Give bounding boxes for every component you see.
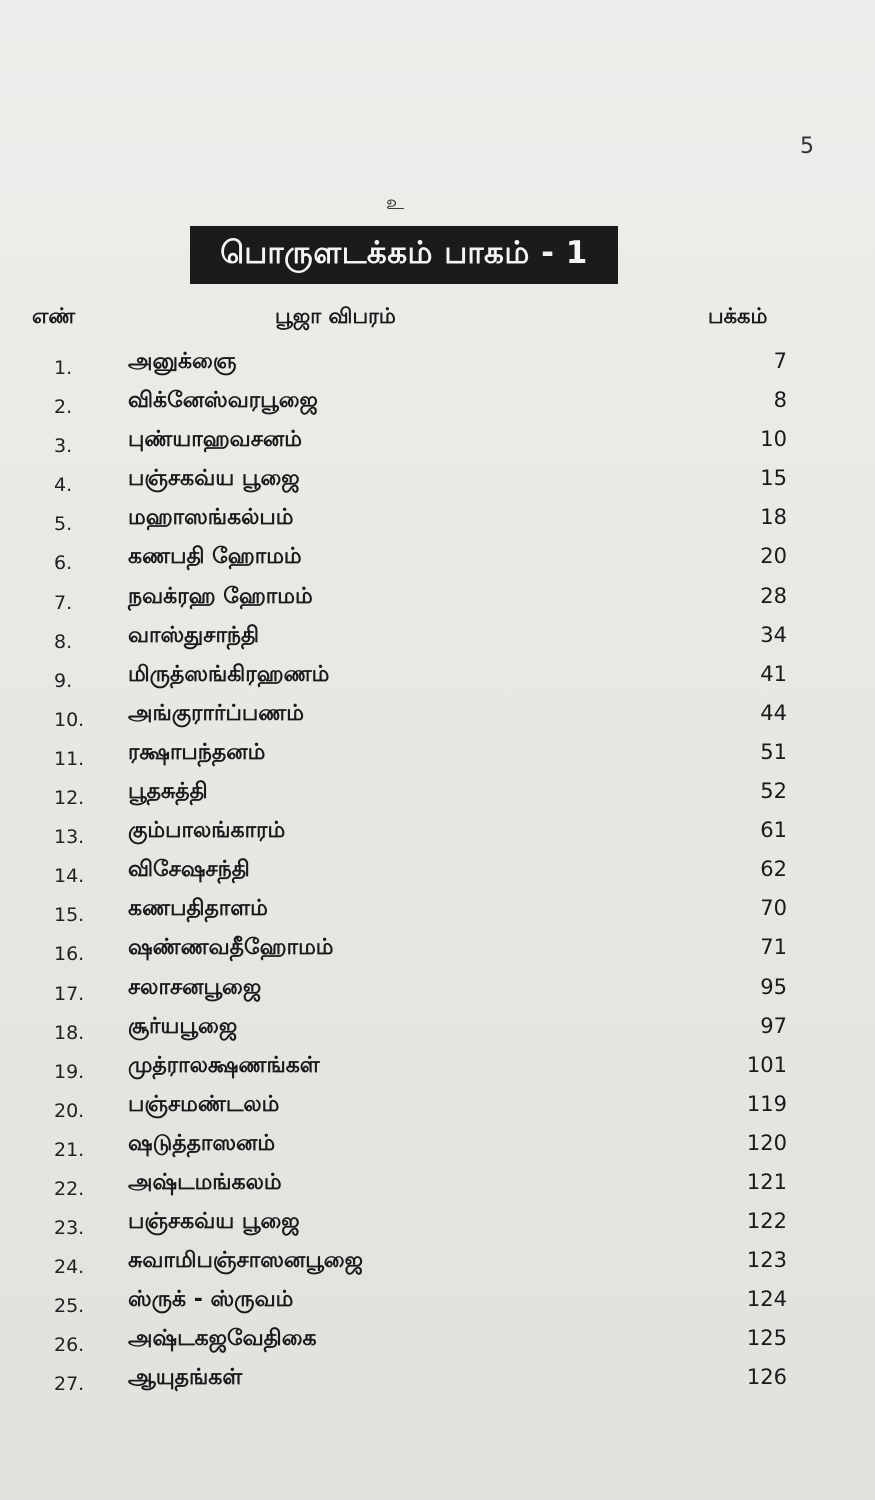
contents-title: பொருளடக்கம் பாகம் - 1: [190, 226, 618, 284]
item-number: 7.: [54, 591, 73, 614]
item-number: 15.: [54, 904, 85, 927]
item-page: 28: [760, 583, 787, 608]
item-page: 121: [746, 1169, 787, 1194]
item-page: 41: [760, 661, 787, 686]
item-name: விக்னேஸ்வரபூஜை: [128, 388, 318, 414]
list-item: [0, 656, 875, 695]
list-item: [0, 929, 875, 968]
item-name: முத்ராலக்ஷணங்கள்: [128, 1052, 320, 1078]
list-item: [0, 1164, 875, 1203]
list-item: [0, 695, 875, 734]
item-name: கணபதி ஹோமம்: [128, 544, 302, 570]
item-number: 16.: [54, 943, 85, 966]
item-page: 10: [760, 427, 787, 452]
item-number: 4.: [54, 474, 73, 497]
item-number: 18.: [54, 1021, 85, 1044]
item-name: சுவாமிபஞ்சாஸனபூஜை: [128, 1248, 363, 1274]
item-name: ஸ்ருக் - ஸ்ருவம்: [128, 1287, 294, 1313]
list-item: [0, 499, 875, 538]
page-number: 5: [800, 134, 814, 159]
item-number: 23.: [54, 1217, 85, 1240]
contents-list: [0, 343, 875, 1399]
item-number: 10.: [54, 708, 85, 731]
list-item: [0, 1281, 875, 1320]
item-page: 122: [746, 1209, 787, 1234]
item-page: 8: [773, 388, 787, 413]
header-page: பக்கம்: [708, 304, 768, 328]
item-number: 8.: [54, 630, 73, 653]
list-item: [0, 734, 875, 773]
item-page: 51: [760, 739, 787, 764]
item-name: அஷ்டகஜவேதிகை: [128, 1326, 317, 1352]
list-item: [0, 382, 875, 421]
list-item: [0, 421, 875, 460]
list-item: [0, 773, 875, 812]
item-number: 2.: [54, 396, 73, 419]
item-number: 24.: [54, 1256, 85, 1279]
item-name: கும்பாலங்காரம்: [128, 818, 286, 844]
item-name: வாஸ்துசாந்தி: [128, 622, 260, 648]
item-page: 7: [773, 349, 787, 373]
item-page: 61: [760, 818, 787, 843]
item-number: 9.: [54, 669, 73, 692]
list-item: [0, 851, 875, 890]
item-name: பூதசுத்தி: [128, 779, 208, 805]
item-page: 20: [760, 544, 787, 569]
list-item: [0, 1047, 875, 1086]
list-item: [0, 343, 875, 382]
list-item: [0, 1320, 875, 1359]
list-item: [0, 1008, 875, 1047]
item-page: 126: [746, 1365, 787, 1390]
item-number: 22.: [54, 1177, 85, 1200]
item-number: 5.: [54, 513, 73, 536]
item-name: நவக்ரஹ ஹோமம்: [128, 583, 313, 609]
item-number: 13.: [54, 826, 85, 849]
header-name: பூஜா விபரம்: [275, 304, 396, 328]
list-item: [0, 617, 875, 656]
item-page: 15: [760, 466, 787, 491]
list-item: [0, 538, 875, 577]
item-name: பஞ்சகவ்ய பூஜை: [128, 466, 300, 492]
item-name: விசேஷசந்தி: [128, 857, 250, 883]
item-page: 62: [760, 857, 787, 882]
item-number: 20.: [54, 1099, 85, 1122]
item-number: 12.: [54, 787, 85, 810]
item-page: 44: [760, 700, 787, 725]
item-number: 26.: [54, 1334, 85, 1357]
item-page: 71: [760, 935, 787, 960]
item-number: 25.: [54, 1295, 85, 1318]
list-item: [0, 1125, 875, 1164]
list-item: [0, 578, 875, 617]
item-number: 3.: [54, 435, 73, 458]
list-item: [0, 1242, 875, 1281]
item-number: 11.: [54, 747, 85, 770]
item-name: பஞ்சமண்டலம்: [128, 1091, 280, 1117]
list-item: [0, 890, 875, 929]
item-page: 18: [760, 505, 787, 530]
item-name: ஆயுதங்கள்: [128, 1365, 243, 1391]
list-item: [0, 1359, 875, 1398]
item-name: ரக்ஷாபந்தனம்: [128, 739, 266, 765]
item-number: 21.: [54, 1138, 85, 1161]
item-number: 19.: [54, 1060, 85, 1083]
item-name: சூர்யபூஜை: [128, 1013, 238, 1039]
item-page: 34: [760, 622, 787, 647]
tamil-numeral: உ: [386, 190, 405, 214]
item-number: 1.: [54, 357, 73, 379]
item-page: 120: [746, 1130, 787, 1155]
item-name: அங்குரார்ப்பணம்: [128, 700, 304, 726]
item-page: 124: [746, 1287, 787, 1312]
item-page: 70: [760, 896, 787, 921]
item-name: அனுக்ஞை: [128, 349, 237, 374]
list-item: [0, 1203, 875, 1242]
item-number: 6.: [54, 552, 73, 575]
item-name: ஷண்ணவதீஹோமம்: [128, 935, 334, 961]
item-page: 119: [746, 1091, 787, 1116]
item-name: பஞ்சகவ்ய பூஜை: [128, 1209, 300, 1235]
item-page: 125: [746, 1326, 787, 1351]
item-number: 27.: [54, 1373, 85, 1396]
list-item: [0, 460, 875, 499]
item-number: 17.: [54, 982, 85, 1005]
item-name: அஷ்டமங்கலம்: [128, 1169, 282, 1195]
list-item: [0, 969, 875, 1008]
item-name: மிருத்ஸங்கிரஹணம்: [128, 661, 330, 687]
list-item: [0, 812, 875, 851]
item-page: 95: [760, 974, 787, 999]
item-page: 123: [746, 1248, 787, 1273]
item-page: 97: [760, 1013, 787, 1038]
item-name: சலாசனபூஜை: [128, 974, 262, 1000]
item-name: புண்யாஹவசனம்: [128, 427, 302, 453]
item-name: ஷடுத்தாஸனம்: [128, 1130, 276, 1156]
item-name: மஹாஸங்கல்பம்: [128, 505, 294, 531]
item-page: 101: [746, 1052, 787, 1077]
item-name: கணபதிதாளம்: [128, 896, 268, 922]
header-number: எண்: [32, 304, 76, 328]
item-page: 52: [760, 779, 787, 804]
list-item: [0, 1086, 875, 1125]
item-number: 14.: [54, 865, 85, 888]
